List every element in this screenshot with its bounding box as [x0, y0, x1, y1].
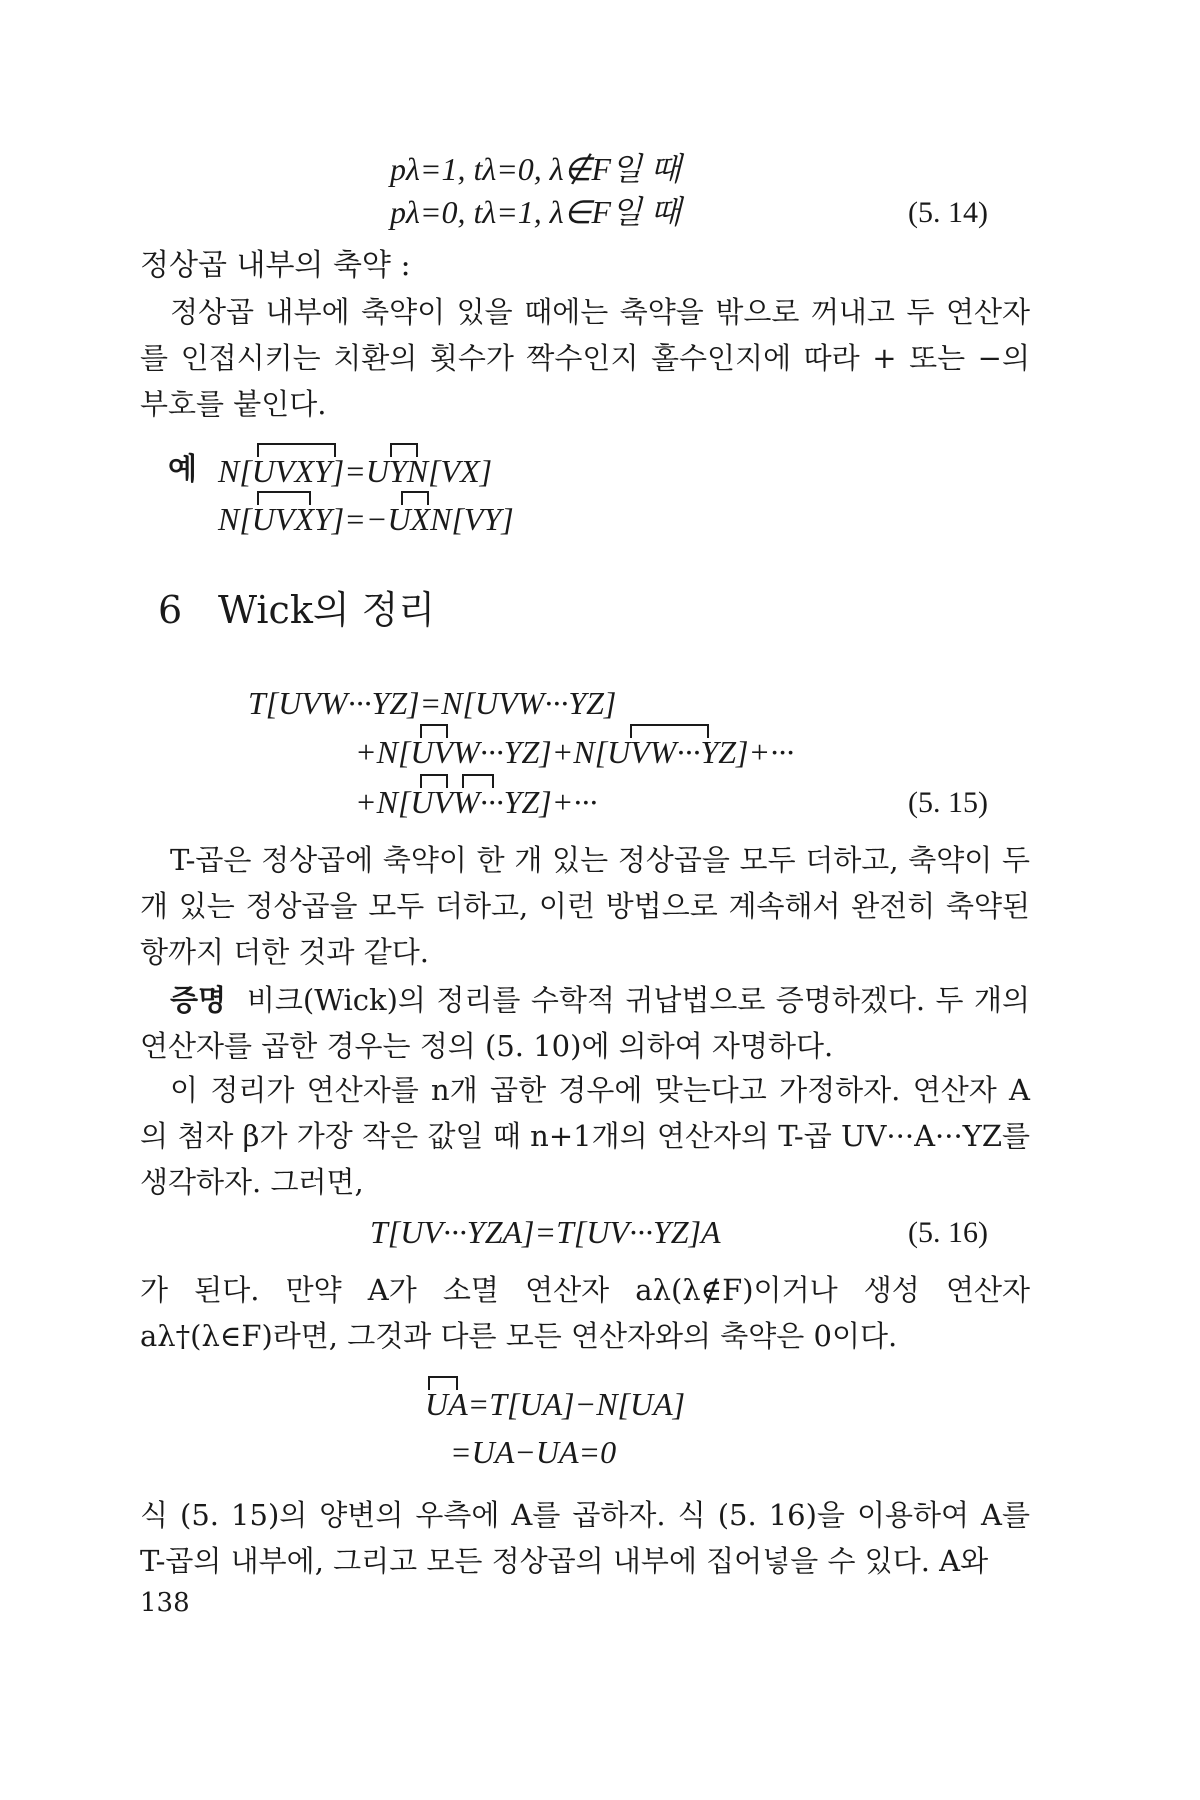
page-number: 138 [140, 1588, 190, 1618]
example-line2: N[UVXY]=−UXN[VY] [218, 501, 514, 537]
normal-product-title: 정상곱 내부의 축약 : [140, 248, 411, 283]
eq-5-15-line3: +N[UVW···YZ]+··· [355, 784, 598, 820]
eq-5-16: T[UV···YZA]=T[UV···YZ]A [370, 1214, 721, 1250]
example-line1: N[UVXY]=UYN[VX] [218, 453, 493, 489]
theorem-text: T-곱은 정상곱에 축약이 한 개 있는 정상곱을 모두 더하고, 축약이 두 개 있는 정상곱을 모두 더하고, 이런 방법으로 계속해서 완전히 축약된 항까지 더한 것과 같다. [140, 843, 1030, 969]
section-title: Wick의 정리 [218, 588, 436, 632]
eq-5-15-line1: T[UVW···YZ]=N[UVW···YZ] [248, 685, 617, 721]
eq-5-14-number: (5. 14) [908, 196, 988, 229]
contraction-mark [630, 724, 709, 738]
contraction-mark [257, 443, 336, 457]
example-label: 예 [168, 452, 197, 487]
paragraph-final: 식 (5. 15)의 양변의 우측에 A를 곱하자. 식 (5. 16)을 이용하여 A를 T-곱의 내부에, 그리고 모든 정상곱의 내부에 집어넣을 수 있다. A와 [140, 1498, 1030, 1578]
eq-5-15-number: (5. 15) [908, 786, 988, 819]
proof-label: 증명 [170, 983, 227, 1017]
contraction-mark [257, 491, 311, 505]
proof-text-1: 비크(Wick)의 정리를 수학적 귀납법으로 증명하겠다. 두 개의 연산자를 곱한 경우는 정의 (5. 10)에 의하여 자명하다. [140, 983, 1030, 1063]
contraction-mark [401, 491, 429, 505]
section-number: 6 [158, 588, 183, 632]
eq-5-14-line2: pλ=0, tλ=1, λ∈F일 때 [390, 194, 681, 230]
eq-5-14-line1: pλ=1, tλ=0, λ∉F일 때 [390, 151, 681, 187]
contraction-mark [420, 774, 448, 788]
normal-product-body: 정상곱 내부에 축약이 있을 때에는 축약을 밖으로 꺼내고 두 연산자를 인접시키는 치환의 횟수가 짝수인지 홀수인지에 따라 + 또는 −의 부호를 붙인다. [140, 295, 1030, 421]
contraction-mark [462, 774, 494, 788]
eq-5-16-number: (5. 16) [908, 1216, 988, 1249]
contraction-mark [428, 1376, 458, 1390]
eq-ua-line1: UA=T[UA]−N[UA] [425, 1386, 686, 1422]
contraction-mark [420, 724, 448, 738]
paragraph-annihilation: 가 된다. 만약 A가 소멸 연산자 aλ(λ∉F)이거나 생성 연산자 aλ†(λ∈F)라면, 그것과 다른 모든 연산자와의 축약은 0이다. [140, 1273, 1030, 1353]
eq-5-15-line2: +N[UVW···YZ]+N[UVW···YZ]+··· [355, 734, 795, 770]
contraction-mark [390, 443, 418, 457]
proof-paragraph-2: 이 정리가 연산자를 n개 곱한 경우에 맞는다고 가정하자. 연산자 A의 첨자 β가 가장 작은 값일 때 n+1개의 연산자의 T-곱 UV···A···YZ를 생각하자. 그러면, [140, 1073, 1030, 1199]
eq-ua-line2: =UA−UA=0 [450, 1434, 617, 1470]
proof-paragraph-1 [140, 978, 1030, 1070]
